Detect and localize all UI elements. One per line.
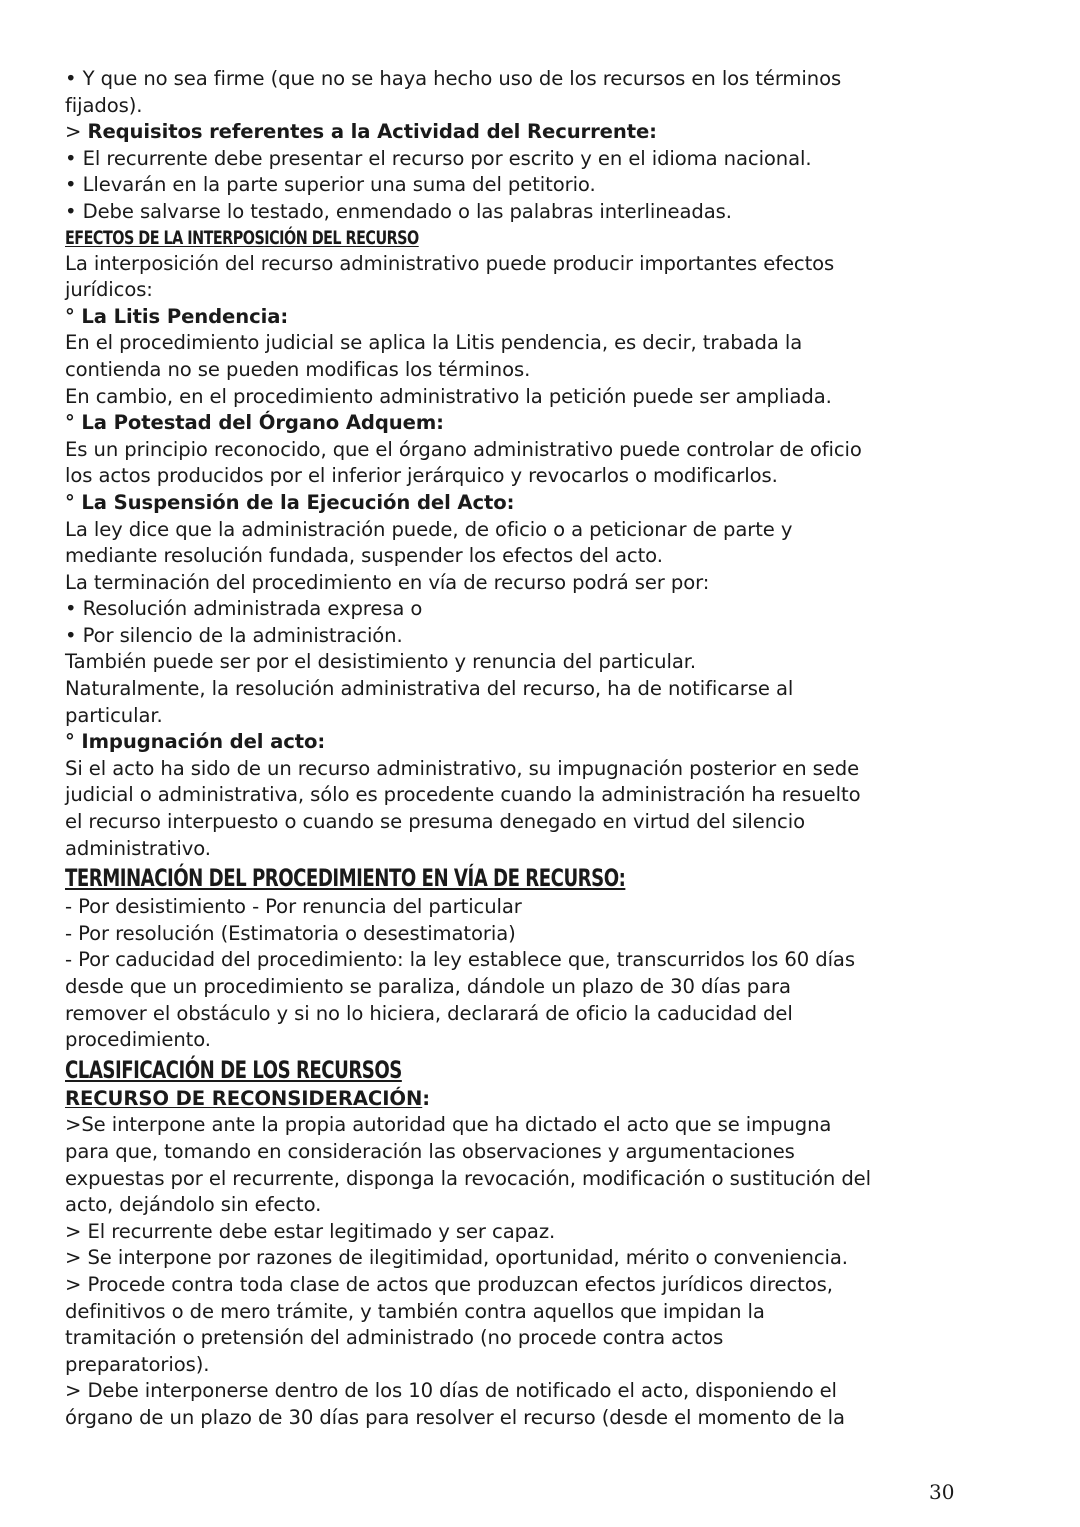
section-heading-efectos: EFECTOS DE LA INTERPOSICIÓN DEL RECURSO [65, 226, 419, 249]
subheading-bold: Requisitos referentes a la Actividad del Recurrente: [87, 120, 657, 144]
bullet-line: • Llevarán en la parte superior una suma del petitorio. [65, 173, 596, 197]
text-line: particular. [65, 703, 163, 727]
text-line: remover el obstáculo y si no lo hiciera, declarará de oficio la caducidad del [65, 1001, 793, 1025]
text-line: La ley dice que la administración puede, de oficio o a peticionar de parte y [65, 517, 793, 541]
text-line: los actos producidos por el inferior jerárquico y revocarlos o modificarlos. [65, 464, 778, 488]
text-line: tramitación o pretensión del administrado (no procede contra actos [65, 1326, 724, 1350]
page-number: 30 [929, 1480, 955, 1504]
subheading-suspension: ° La Suspensión de la Ejecución del Acto: [65, 490, 515, 514]
list-line: - Por caducidad del procedimiento: la ley establece que, transcurridos los 60 días [65, 948, 855, 972]
text-line: administrativo. [65, 836, 211, 860]
text-line: • Y que no sea firme (que no se haya hecho uso de los recursos en los términos [65, 67, 842, 90]
text-line: desde que un procedimiento se paraliza, dándole un plazo de 30 días para [65, 975, 791, 998]
text-line: Naturalmente, la resolución administrativa del recurso, ha de notificarse al [65, 677, 794, 701]
bullet-line: • Por silencio de la administración. [65, 623, 403, 647]
section-heading-terminacion: TERMINACIÓN DEL PROCEDIMIENTO EN VÍA DE RECURSO: [65, 864, 626, 893]
text-line: procedimiento. [65, 1028, 211, 1052]
text-line: > Procede contra toda clase de actos que produzcan efectos jurídicos directos, [65, 1272, 833, 1296]
section-heading-clasificacion: CLASIFICACIÓN DE LOS RECURSOS [65, 1055, 402, 1084]
text-line: órgano de un plazo de 30 días para resolver el recurso (desde el momento de la [65, 1405, 845, 1429]
text-line: Es un principio reconocido, que el órgano administrativo puede controlar de oficio [65, 437, 862, 461]
text-line: Si el acto ha sido de un recurso administrativo, su impugnación posterior en sede [65, 756, 860, 780]
subheading: > Requisitos referentes a la Actividad del Recurrente: [65, 120, 657, 144]
text-line: También puede ser por el desistimiento y renuncia del particular. [65, 650, 697, 674]
text-line: acto, dejándolo sin efecto. [65, 1193, 322, 1217]
text-line: para que, tomando en consideración las observaciones y argumentaciones [65, 1139, 795, 1163]
text-line: > El recurrente debe estar legitimado y ser capaz. [65, 1219, 556, 1243]
bullet-line: • El recurrente debe presentar el recurso por escrito y en el idioma nacional. [65, 146, 812, 170]
page-body [65, 66, 965, 1432]
bullet-line: • Resolución administrada expresa o [65, 597, 423, 621]
subheading-impugnacion: ° Impugnación del acto: [65, 730, 326, 754]
list-line: - Por resolución (Estimatoria o desestimatoria) [65, 921, 516, 945]
text-line: En el procedimiento judicial se aplica la Litis pendencia, es decir, trabada la [65, 331, 803, 355]
list-line: - Por desistimiento - Por renuncia del particular [65, 895, 522, 919]
text-line: judicial o administrativa, sólo es procedente cuando la administración ha resuelto [65, 783, 861, 807]
subheading-litis-pendencia: ° La Litis Pendencia: [65, 304, 289, 328]
text-line: En cambio, en el procedimiento administrativo la petición puede ser ampliada. [65, 384, 832, 408]
text-line: preparatorios). [65, 1352, 210, 1376]
text-line: jurídicos: [65, 278, 153, 302]
text-line: fijados). [65, 93, 143, 117]
text-line: definitivos o de mero trámite, y también contra aquellos que impidan la [65, 1299, 765, 1323]
text-line: > Se interpone por razones de ilegitimidad, oportunidad, mérito o conveniencia. [65, 1246, 848, 1270]
subheading-potestad: ° La Potestad del Órgano Adquem: [65, 411, 444, 435]
text-line: La terminación del procedimiento en vía de recurso podrá ser por: [65, 570, 710, 594]
text-line: expuestas por el recurrente, disponga la revocación, modificación o sustitución del [65, 1166, 871, 1190]
subheading-reconsideracion: RECURSO DE RECONSIDERACIÓN: [65, 1086, 430, 1110]
text-line: > Debe interponerse dentro de los 10 días de notificado el acto, disponiendo el [65, 1379, 837, 1403]
bullet-line: • Debe salvarse lo testado, enmendado o las palabras interlineadas. [65, 199, 732, 223]
text-line: contienda no se pueden modificas los términos. [65, 357, 531, 381]
text-line: el recurso interpuesto o cuando se presuma denegado en virtud del silencio [65, 810, 805, 834]
text-line: mediante resolución fundada, suspender los efectos del acto. [65, 544, 663, 568]
text-line: >Se interpone ante la propia autoridad que ha dictado el acto que se impugna [65, 1113, 832, 1137]
text-line: La interposición del recurso administrativo puede producir importantes efectos [65, 251, 835, 275]
